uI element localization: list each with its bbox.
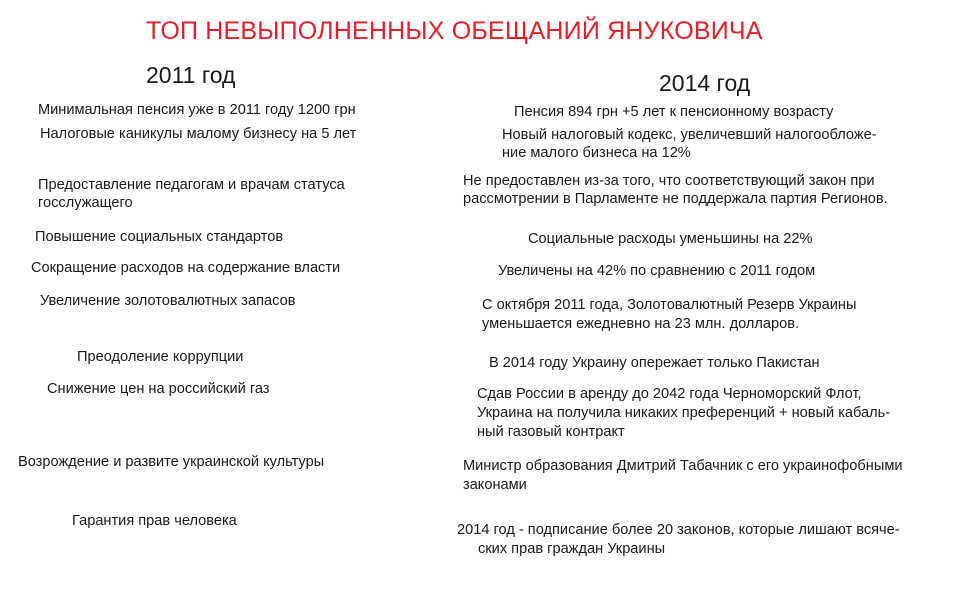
- promise-corruption: Преодоление коррупции: [77, 349, 244, 365]
- promise-tax-holidays: Налоговые каникулы малому бизнесу на 5 лет: [40, 126, 357, 142]
- page-title: ТОП НЕВЫПОЛНЕННЫХ ОБЕЩАНИЙ ЯНУКОВИЧА: [146, 17, 763, 45]
- year-2014-heading: 2014 год: [659, 70, 751, 96]
- result-corruption: В 2014 году Украину опережает только Пакистан: [489, 355, 820, 371]
- promise-civil-servant-status-cont: госслужащего: [38, 195, 133, 211]
- result-reserves: С октября 2011 года, Золотовалютный Резерв Украины: [482, 297, 857, 313]
- result-gas: Сдав России в аренду до 2042 года Черноморский Флот,: [477, 386, 862, 402]
- promise-social-standards: Повышение социальных стандартов: [35, 229, 284, 245]
- result-reserves-cont: уменьшается ежедневно на 23 млн. долларов.: [482, 316, 800, 332]
- result-human-rights-cont: ских прав граждан Украины: [478, 541, 666, 557]
- result-status: Не предоставлен из-за того, что соответствующий закон при: [463, 173, 875, 189]
- result-government-costs: Увеличены на 42% по сравнению с 2011 годом: [498, 263, 816, 279]
- result-tax-code: Новый налоговый кодекс, увеличевший налогообложе-: [502, 127, 877, 143]
- year-2011-heading: 2011 год: [146, 62, 236, 88]
- promise-human-rights: Гарантия прав человека: [72, 513, 237, 529]
- result-social-spending: Социальные расходы уменьшины на 22%: [528, 231, 813, 247]
- promise-culture: Возрождение и развите украинской культуры: [18, 454, 325, 470]
- result-gas-cont: Украина на получила никаких преференций + новый кабаль-: [477, 405, 891, 421]
- promise-government-costs: Сокращение расходов на содержание власти: [31, 260, 341, 276]
- result-pension: Пенсия 894 грн +5 лет к пенсионному возрасту: [514, 104, 834, 120]
- result-culture-cont: законами: [463, 477, 527, 493]
- result-gas-cont-2: ный газовый контракт: [477, 424, 625, 440]
- result-culture: Министр образования Дмитрий Табачник с его украинофобными: [463, 458, 903, 474]
- result-status-cont: рассмотрении в Парламенте не поддержала партия Регионов.: [463, 191, 888, 207]
- promise-reserves: Увеличение золотовалютных запасов: [40, 293, 296, 309]
- result-tax-code-cont: ние малого бизнеса на 12%: [502, 145, 691, 161]
- result-human-rights: 2014 год - подписание более 20 законов, которые лишают всяче-: [457, 522, 900, 538]
- promise-gas-prices: Снижение цен на российский газ: [47, 381, 270, 397]
- promise-pension: Минимальная пенсия уже в 2011 году 1200 грн: [38, 102, 356, 118]
- promise-civil-servant-status: Предоставление педагогам и врачам статуса: [38, 177, 345, 193]
